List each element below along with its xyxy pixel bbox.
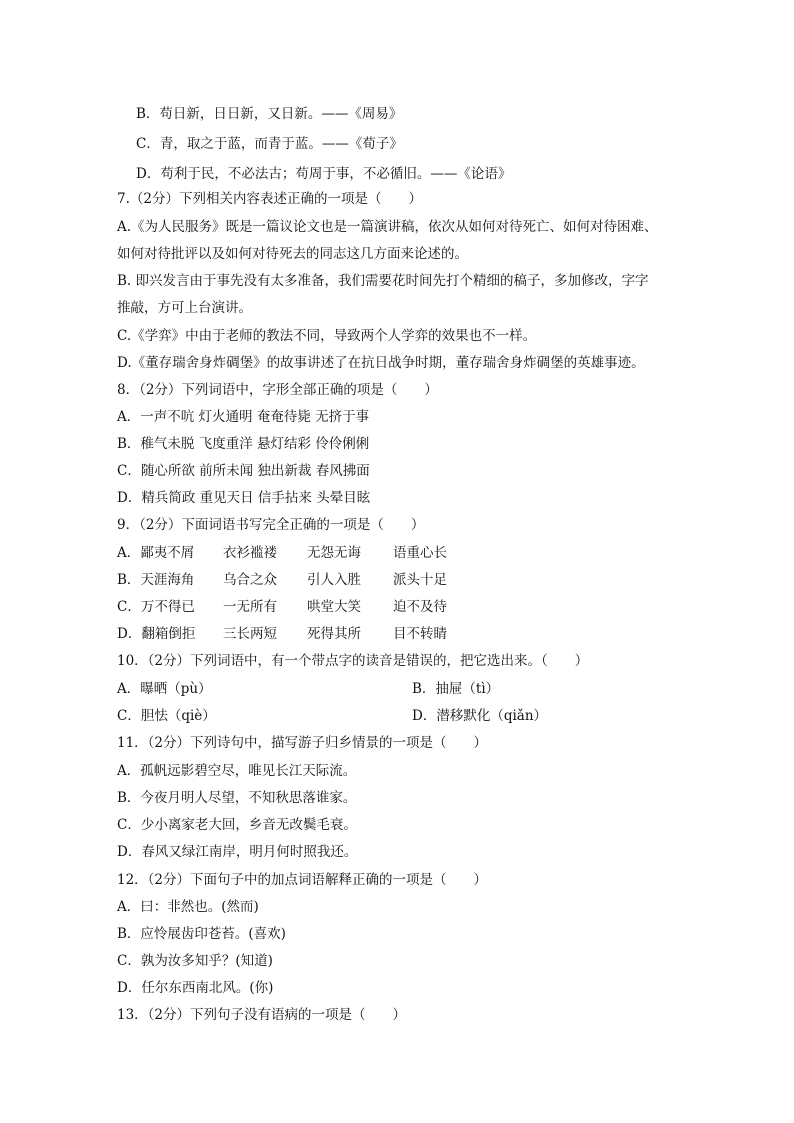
- q9-option-b-word-4: 派头十足: [393, 572, 447, 588]
- q9-option-d-word-1: D．翻箱倒拒: [117, 626, 196, 642]
- q8-option-b: B．稚气未脱 飞度重洋 悬灯结彩 伶伶俐俐: [117, 436, 370, 452]
- q9-option-c-word-4: 迫不及待: [393, 599, 447, 615]
- q9-option-b-word-1: B．天涯海角: [117, 572, 195, 588]
- q11-option-c: C．少小离家老大回，乡音无改鬓毛衰。: [117, 817, 357, 833]
- q11-option-d: D．春风又绿江南岸，明月何时照我还。: [117, 844, 358, 860]
- q9-option-b-word-2: 乌合之众: [223, 572, 277, 588]
- q11-stem: 11．（2分）下列诗句中，描写游子归乡情景的一项是（ ）: [117, 735, 488, 751]
- q9-option-d-word-4: 目不转睛: [393, 626, 447, 642]
- q7-line-5: C.《学弈》中由于老师的教法不同，导致两个人学弈的效果也不一样。: [117, 328, 537, 344]
- q7-line-4: 推敲，方可上台演讲。: [117, 300, 252, 316]
- q8-stem: 8．（2分）下列词语中，字形全部正确的项是（ ）: [117, 382, 438, 398]
- q10-option-c: C．胆怯（qiè）: [117, 708, 216, 724]
- q13-stem: 13．（2分）下列句子没有语病的一项是（ ）: [117, 1007, 407, 1023]
- q9-option-a-word-1: A．鄙夷不屑: [117, 545, 195, 561]
- q9-option-a-word-2: 衣衫褴褛: [223, 545, 277, 561]
- q7-line-1: A.《为人民服务》既是一篇议论文也是一篇演讲稿，依次从如何对待死亡、如何对待困难、: [117, 219, 658, 235]
- q10-option-a: A．曝晒（pù）: [117, 681, 212, 697]
- q8-option-c: C．随心所欲 前所未闻 独出新裁 春风拂面: [117, 463, 370, 479]
- q12-option-a: A．曰：非然也。(然而): [117, 899, 259, 915]
- q9-option-c-word-1: C．万不得已: [117, 599, 195, 615]
- q7-line-2: 如何对待批评以及如何对待死去的同志这几方面来论述的。: [117, 246, 468, 262]
- q8-option-d: D．精兵简政 重见天日 信手拈来 头晕目眩: [117, 490, 371, 506]
- q9-option-c-word-2: 一无所有: [223, 599, 277, 615]
- q9-option-d-word-3: 死得其所: [307, 626, 361, 642]
- q9-option-a-word-3: 无怨无诲: [307, 545, 361, 561]
- q9-option-c-word-3: 哄堂大笑: [307, 599, 361, 615]
- q7-line-3: B. 即兴发言由于事先没有太多准备，我们需要花时间先打个精细的稿子，多加修改，字字: [117, 273, 649, 289]
- q10-option-b: B．抽屉（tì）: [412, 681, 500, 697]
- q9-option-d-word-2: 三长两短: [223, 626, 277, 642]
- q11-option-b: B．今夜月明人尽望，不知秋思落谁家。: [117, 790, 357, 806]
- q6-option-c: C．青，取之于蓝，而青于蓝。——《荀子》: [136, 136, 403, 152]
- q10-option-d: D．潜移默化（qiǎn）: [412, 708, 548, 724]
- q12-option-c: C．孰为汝多知乎？(知道): [117, 953, 273, 969]
- q8-option-a: A．一声不吭 灯火通明 奄奄待毙 无挤于事: [117, 409, 370, 425]
- q11-option-a: A．孤帆远影碧空尽，唯见长江天际流。: [117, 763, 357, 779]
- q12-stem: 12．（2分）下面句子中的加点词语解释正确的一项是（ ）: [117, 872, 488, 888]
- q7-stem: 7.（2分）下列相关内容表述正确的一项是（ ）: [117, 191, 422, 207]
- q6-option-d: D．苟利于民，不必法古；苟周于事，不必循旧。——《论语》: [136, 166, 512, 182]
- q10-stem: 10．（2分）下列词语中，有一个带点字的读音是错误的，把它选出来。（ ）: [117, 653, 589, 669]
- q7-line-6: D.《董存瑞舍身炸碉堡》的故事讲述了在抗日战争时期，董存瑞舍身炸碉堡的英雄事迹。: [117, 355, 645, 371]
- q6-option-b: B．苟日新，日日新，又日新。——《周易》: [136, 106, 403, 122]
- q9-stem: 9．（2分）下面词语书写完全正确的一项是（ ）: [117, 517, 425, 533]
- q12-option-b: B．应怜展齿印苍苔。(喜欢): [117, 926, 286, 942]
- q9-option-a-word-4: 语重心长: [393, 545, 447, 561]
- q12-option-d: D．任尔东西南北风。(你): [117, 980, 274, 996]
- q9-option-b-word-3: 引人入胜: [307, 572, 361, 588]
